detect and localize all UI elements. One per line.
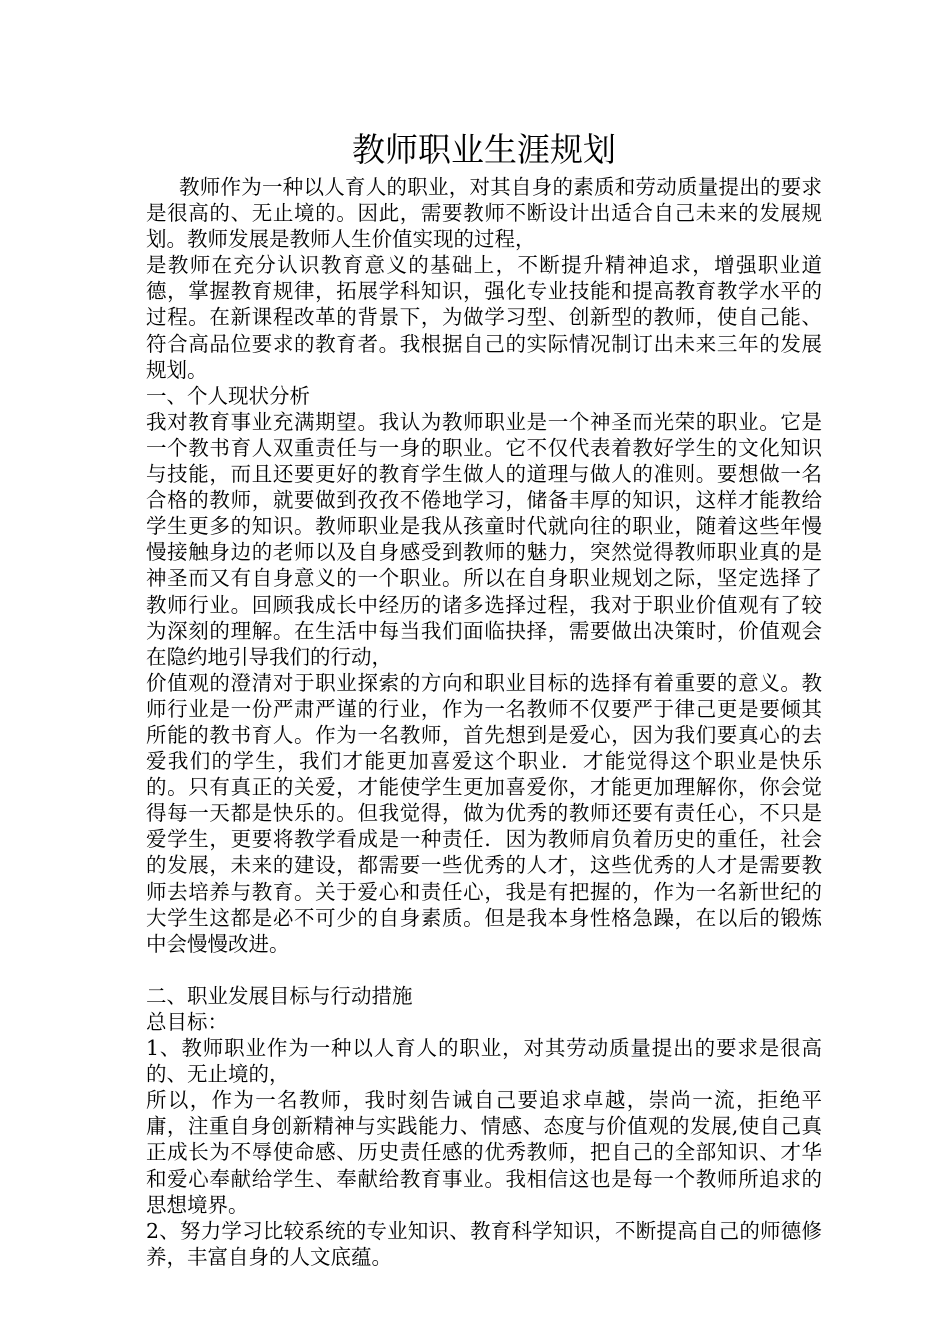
overall-goal-label: 总目标： [146, 1010, 228, 1034]
section-heading-current-status: 一、个人现状分析 [146, 383, 310, 408]
goal-item-1-continued: 所以，作为一名教师，我时刻告诫自己要追求卓越，崇尚一流，拒绝平庸，注重自身创新精神与实践能力、情感、态度与价值观的发展,使自己真正成长为不辱使命感、历史责任感的优秀教师，把自己的全部知识、才华和爱心奉献给学生、奉献给教育事业。我相信这也是每一个教师所追求的思想境界。 [146, 1088, 822, 1217]
document-page [146, 128, 822, 1270]
goal-item-1: 1、教师职业作为一种以人育人的职业，对其劳动质量提出的要求是很高的、无止境的， [146, 1036, 822, 1087]
goal-item-2: 2、努力学习比较系统的专业知识、教育科学知识，不断提高自己的师德修养，丰富自身的人文底蕴。 [146, 1218, 822, 1269]
intro-paragraph: 教师作为一种以人育人的职业，对其自身的素质和劳动质量提出的要求是很高的、无止境的。因此，需要教师不断设计出适合自己未来的发展规划。教师发展是教师人生价值实现的过程， [146, 175, 822, 252]
document-title: 教师职业生涯规划 [352, 130, 616, 169]
blank-line [146, 957, 822, 983]
section-heading-goals: 二、职业发展目标与行动措施 [146, 983, 413, 1008]
status-paragraph: 我对教育事业充满期望。我认为教师职业是一个神圣而光荣的职业。它是一个教书育人双重责任与一身的职业。它不仅代表着教好学生的文化知识与技能，而且还要更好的教育学生做人的道理与做人的准则。要想做一名合格的教师，就要做到孜孜不倦地学习，储备丰厚的知识，这样才能教给学生更多的知识。教师职业是我从孩童时代就向往的职业，随着这些年慢慢接触身边的老师以及自身感受到教师的魅力，突然觉得教师职业真的是神圣而又有自身意义的一个职业。所以在自身职业规划之际，坚定选择了教师行业。回顾我成长中经历的诸多选择过程，我对于职业价值观有了较为深刻的理解。在生活中每当我们面临抉择，需要做出决策时，价值观会在隐约地引导我们的行动， [146, 409, 822, 669]
intro-paragraph-continued: 是教师在充分认识教育意义的基础上，不断提升精神追求，增强职业道德，掌握教育规律，拓展学科知识，强化专业技能和提高教育教学水平的过程。在新课程改革的背景下，为做学习型、创新型的教师，使自己能、符合高品位要求的教育者。我根据自己的实际情况制订出未来三年的发展规划。 [146, 253, 822, 382]
values-paragraph: 价值观的澄清对于职业探索的方向和职业目标的选择有着重要的意义。教师行业是一份严肃严谨的行业，作为一名教师不仅要严于律己更是要倾其所能的教书育人。作为一名教师，首先想到是爱心，因为我们要真心的去爱我们的学生，我们才能更加喜爱这个职业．才能觉得这个职业是快乐的。只有真正的关爱，才能使学生更加喜爱你，才能更加理解你，你会觉得每一天都是快乐的。但我觉得，做为优秀的教师还要有责任心，不只是爱学生，更要将教学看成是一种责任．因为教师肩负着历史的重任，社会的发展，未来的建设，都需要一些优秀的人才，这些优秀的人才是需要教师去培养与教育。关于爱心和责任心，我是有把握的，作为一名新世纪的大学生这都是必不可少的自身素质。但是我本身性格急躁，在以后的锻炼中会慢慢改进。 [146, 670, 822, 956]
